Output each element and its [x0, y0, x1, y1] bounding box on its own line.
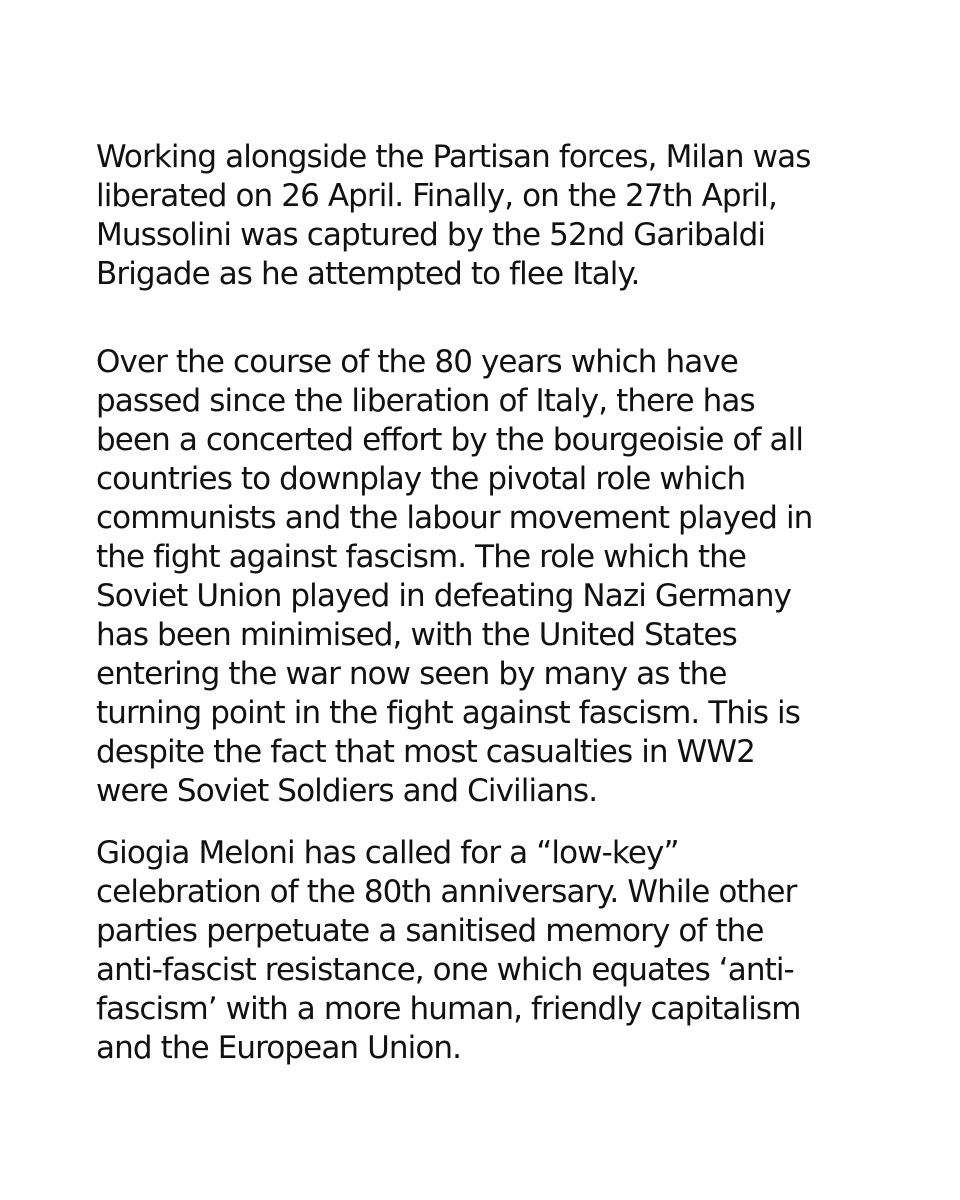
paragraph-line: has been minimised, with the United States: [96, 617, 737, 653]
paragraph-line: communists and the labour movement played in: [96, 500, 813, 536]
paragraph-line: Over the course of the 80 years which have: [96, 344, 738, 380]
paragraph-line: parties perpetuate a sanitised memory of the: [96, 913, 764, 949]
paragraph-line: fascism’ with a more human, friendly capitalism: [96, 991, 801, 1027]
paragraph-line: Giogia Meloni has called for a “low-key”: [96, 835, 679, 871]
paragraph-line: liberated on 26 April. Finally, on the 27th April,: [96, 178, 777, 214]
paragraph-line: Brigade as he attempted to flee Italy.: [96, 256, 640, 292]
paragraph-line: celebration of the 80th anniversary. While other: [96, 874, 797, 910]
paragraph-line: were Soviet Soldiers and Civilians.: [96, 773, 598, 809]
paragraph-line: entering the war now seen by many as the: [96, 656, 727, 692]
paragraph-line: Working alongside the Partisan forces, Milan was: [96, 139, 811, 175]
paragraph-line: been a concerted effort by the bourgeoisie of all: [96, 422, 804, 458]
paragraph-line: anti-fascist resistance, one which equates ‘anti-: [96, 952, 794, 988]
paragraph-line: the fight against fascism. The role which the: [96, 539, 747, 575]
paragraph-line: Mussolini was captured by the 52nd Garibaldi: [96, 217, 766, 253]
paragraph-line: turning point in the fight against fascism. This is: [96, 695, 800, 731]
paragraph-line: Soviet Union played in defeating Nazi Germany: [96, 578, 792, 614]
paragraph-milan-liberation: [96, 138, 876, 294]
paragraph-meloni: [96, 834, 876, 1068]
paragraph-line: and the European Union.: [96, 1030, 462, 1066]
paragraph-line: despite the fact that most casualties in WW2: [96, 734, 755, 770]
paragraph-line: countries to downplay the pivotal role which: [96, 461, 746, 497]
paragraph-line: passed since the liberation of Italy, there has: [96, 383, 755, 419]
paragraph-80-years: [96, 343, 876, 811]
